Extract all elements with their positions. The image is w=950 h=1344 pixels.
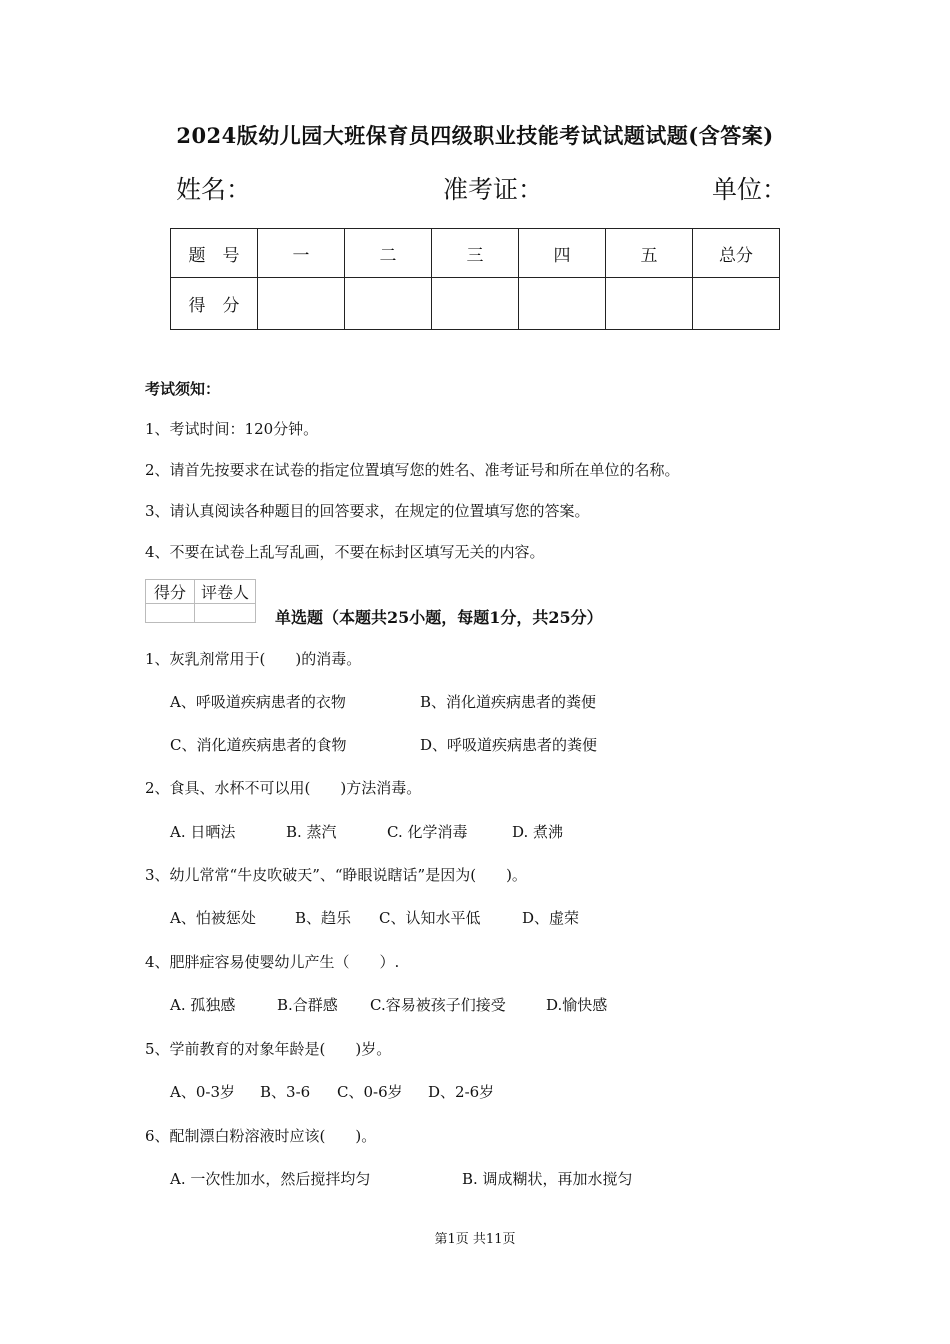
question-stem: 4、肥胖症容易使婴幼儿产生（ ）. bbox=[145, 953, 400, 971]
score-table-header-cell: 题 号 bbox=[171, 229, 258, 278]
question-stem: 5、学前教育的对象年龄是( )岁。 bbox=[145, 1040, 392, 1058]
unit-field-label: 单位： bbox=[712, 175, 788, 204]
question-option: D. 煮沸 bbox=[512, 823, 564, 841]
question-stem: 1、灰乳剂常用于( )的消毒。 bbox=[145, 650, 362, 668]
grader-name-cell bbox=[195, 604, 256, 623]
question-option: D.愉快感 bbox=[546, 996, 608, 1014]
score-table-header-cell: 一 bbox=[258, 229, 345, 278]
score-cell bbox=[432, 278, 519, 330]
notice-item: 3、请认真阅读各种题目的回答要求，在规定的位置填写您的答案。 bbox=[145, 502, 590, 520]
question-option: C. 化学消毒 bbox=[387, 823, 468, 841]
notice-item: 2、请首先按要求在试卷的指定位置填写您的姓名、准考证号和所在单位的名称。 bbox=[145, 461, 680, 479]
score-table-header-row bbox=[171, 229, 780, 278]
grader-name-label: 评卷人 bbox=[195, 580, 256, 604]
section-title: 单选题（本题共25小题，每题1分，共25分） bbox=[275, 608, 603, 627]
grader-score-label: 得分 bbox=[146, 580, 195, 604]
question-option: A. 日晒法 bbox=[170, 823, 236, 841]
score-table-header-cell: 四 bbox=[519, 229, 606, 278]
question-option: B、消化道疾病患者的粪便 bbox=[420, 693, 597, 711]
notice-heading: 考试须知： bbox=[145, 380, 221, 398]
score-table-header-cell: 二 bbox=[345, 229, 432, 278]
score-cell bbox=[606, 278, 693, 330]
question-option: D、呼吸道疾病患者的粪便 bbox=[420, 736, 598, 754]
question-stem: 3、幼儿常常“牛皮吹破天”、“睁眼说瞎话”是因为( )。 bbox=[145, 866, 527, 884]
page-footer: 第1页 共11页 bbox=[434, 1232, 516, 1247]
score-table-header-cell: 五 bbox=[606, 229, 693, 278]
score-cell bbox=[693, 278, 780, 330]
exam-id-field-label: 准考证： bbox=[443, 175, 544, 204]
exam-title: 2024版幼儿园大班保育员四级职业技能考试试题试题(含答案) bbox=[176, 123, 774, 148]
question-option: A. 孤独感 bbox=[170, 996, 236, 1014]
question-option: B. 蒸汽 bbox=[286, 823, 337, 841]
question-option: A、0-3岁 bbox=[170, 1083, 235, 1101]
question-option: C、0-6岁 bbox=[337, 1083, 403, 1101]
grader-score-cell bbox=[146, 604, 195, 623]
question-option: C.容易被孩子们接受 bbox=[370, 996, 506, 1014]
score-table-header-cell: 三 bbox=[432, 229, 519, 278]
score-cell bbox=[258, 278, 345, 330]
name-field-label: 姓名： bbox=[176, 175, 252, 204]
question-option: C、消化道疾病患者的食物 bbox=[170, 736, 347, 754]
question-option: B、3-6 bbox=[260, 1083, 311, 1101]
question-option: A、呼吸道疾病患者的衣物 bbox=[170, 693, 346, 711]
score-table-score-row bbox=[171, 278, 780, 330]
grader-box bbox=[145, 579, 256, 623]
question-option: B. 调成糊状，再加水搅匀 bbox=[462, 1170, 633, 1188]
score-row-label: 得 分 bbox=[171, 278, 258, 330]
question-option: A. 一次性加水，然后搅拌均匀 bbox=[170, 1170, 371, 1188]
question-option: C、认知水平低 bbox=[379, 909, 481, 927]
question-option: D、虚荣 bbox=[522, 909, 580, 927]
score-cell bbox=[345, 278, 432, 330]
question-stem: 2、食具、水杯不可以用( )方法消毒。 bbox=[145, 779, 422, 797]
notice-item: 4、不要在试卷上乱写乱画，不要在标封区填写无关的内容。 bbox=[145, 543, 545, 561]
score-table-header-cell: 总分 bbox=[693, 229, 780, 278]
score-cell bbox=[519, 278, 606, 330]
question-option: B.合群感 bbox=[277, 996, 338, 1014]
question-option: B、趋乐 bbox=[295, 909, 352, 927]
question-option: A、怕被惩处 bbox=[170, 909, 256, 927]
question-option: D、2-6岁 bbox=[428, 1083, 495, 1101]
notice-item: 1、考试时间：120分钟。 bbox=[145, 420, 319, 438]
question-stem: 6、配制漂白粉溶液时应该( )。 bbox=[145, 1127, 377, 1145]
score-table bbox=[170, 228, 780, 330]
